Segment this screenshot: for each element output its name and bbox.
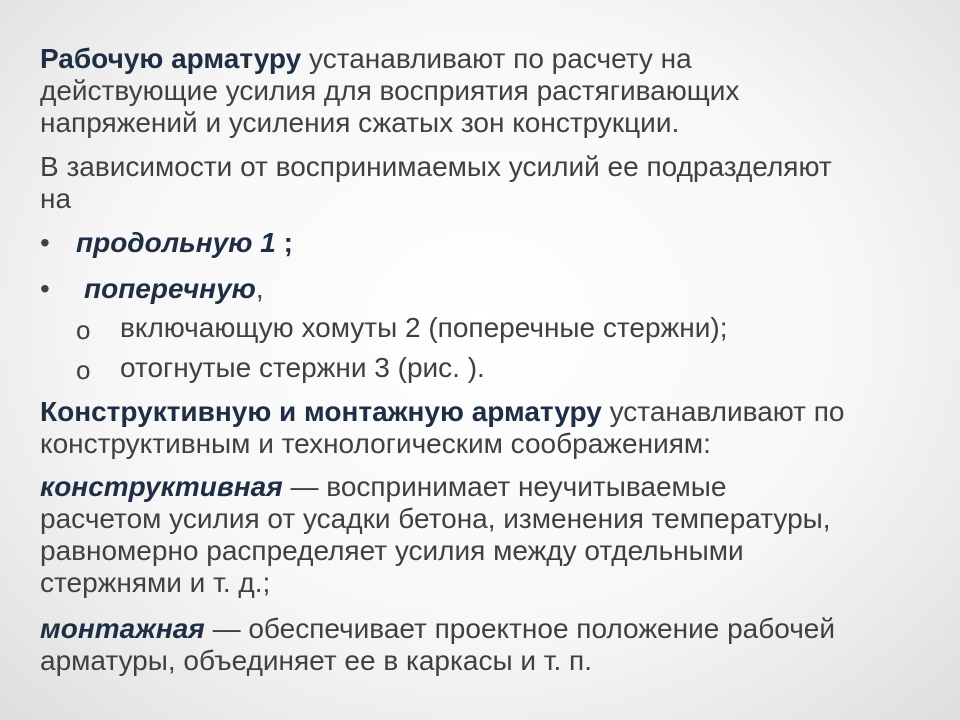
paragraph-assembly-definition	[40, 613, 835, 677]
paragraph-text: стержнями и т. д.;	[40, 567, 271, 598]
paragraph-text: на	[40, 183, 72, 214]
term-structural-assembly: Конструктивную и монтажную арматуру	[40, 396, 602, 427]
subitem-stirrups	[40, 312, 940, 344]
paragraph-text: арматуры, объединяет ее в каркасы и т. п.	[40, 645, 592, 676]
paragraph-working-reinforcement	[40, 43, 739, 139]
subitem-bent-bars	[40, 352, 940, 384]
paragraph-structural-assembly	[40, 396, 845, 460]
paragraph-text: — обеспечивает проектное положение рабочей	[204, 613, 836, 644]
bullet-suffix: ,	[255, 273, 264, 304]
term-assembly: монтажная	[40, 613, 205, 644]
paragraph-text: устанавливают по расчету на	[301, 43, 692, 74]
paragraph-text: напряжений и усиления сжатых зон конструкции.	[40, 107, 680, 138]
subitem-text: отогнутые стержни 3 (рис. ).	[120, 352, 485, 383]
subitem-text: включающую хомуты 2 (поперечные стержни);	[120, 312, 728, 343]
circle-bullet-icon: o	[76, 315, 91, 345]
bullet-item-transverse	[40, 273, 940, 305]
paragraph-text: равномерно распределяет усилия между отдельными	[40, 535, 744, 566]
bullet-text: продольную 1	[76, 227, 276, 258]
bullet-mark: •	[40, 227, 50, 258]
paragraph-structural-definition	[40, 471, 831, 599]
paragraph-text: действующие усилия для восприятия растягивающих	[40, 75, 740, 106]
bullet-suffix: ;	[275, 227, 293, 258]
term-working-reinforcement: Рабочую арматуру	[40, 43, 302, 74]
paragraph-text: расчетом усилия от усадки бетона, изменения температуры,	[40, 503, 831, 534]
term-structural: конструктивная	[40, 471, 283, 502]
bullet-item-longitudinal	[40, 227, 940, 259]
paragraph-text: В зависимости от воспринимаемых усилий ее подразделяют	[40, 151, 832, 182]
paragraph-text: конструктивным и технологическим соображениям:	[40, 428, 711, 459]
paragraph-text: — воспринимает неучитываемые	[282, 471, 727, 502]
bullet-text: поперечную	[84, 273, 256, 304]
paragraph-classification	[40, 151, 832, 215]
paragraph-text: устанавливают по	[601, 396, 845, 427]
bullet-mark: •	[40, 273, 50, 304]
circle-bullet-icon: o	[76, 355, 91, 385]
